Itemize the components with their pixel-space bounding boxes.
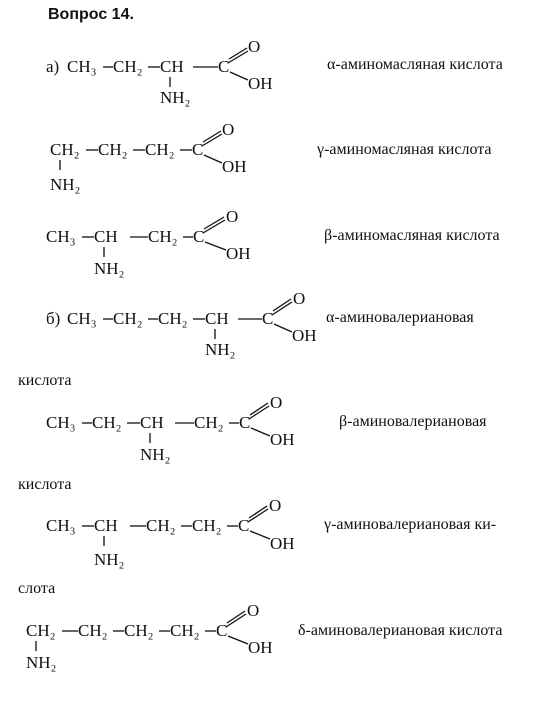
group-c: C: [216, 621, 228, 640]
group-nh2: NH₂: [50, 175, 81, 194]
group-ch3: CH₃: [67, 309, 97, 328]
compound-name-1: α-аминомасляная кислота: [327, 56, 503, 73]
group-oh: OH: [248, 74, 273, 93]
group-o: O: [248, 37, 261, 56]
group-c: C: [238, 516, 250, 535]
formula-beta-aminobutyric: [46, 207, 251, 278]
formula-alpha-aminovaleric: [46, 289, 317, 359]
group-oh: OH: [248, 638, 273, 657]
group-ch: CH: [205, 309, 229, 328]
group-nh2: NH₂: [94, 550, 125, 569]
group-ch3: CH₃: [46, 413, 76, 432]
group-ch2: CH₂: [145, 140, 175, 159]
group-ch: CH: [140, 413, 164, 432]
group-c: C: [193, 227, 205, 246]
group-c: C: [192, 140, 204, 159]
group-ch2: CH₂: [170, 621, 200, 640]
question-title: Вопрос 14.: [48, 6, 134, 23]
group-ch2: CH₂: [92, 413, 122, 432]
group-ch2: CH₂: [50, 140, 80, 159]
group-ch2: CH₂: [158, 309, 188, 328]
formula-delta-aminovaleric: [26, 601, 273, 672]
group-ch: CH: [94, 516, 118, 535]
group-ch3: CH₃: [46, 227, 76, 246]
group-o: O: [247, 601, 260, 620]
group-nh2: NH₂: [26, 653, 57, 672]
formula-gamma-aminovaleric: [46, 496, 295, 569]
part-a-label: а): [46, 57, 60, 76]
group-ch3: CH₃: [67, 57, 97, 76]
group-ch2: CH₂: [98, 140, 128, 159]
group-ch2: CH₂: [124, 621, 154, 640]
group-nh2: NH₂: [205, 340, 236, 359]
group-c: C: [239, 413, 251, 432]
group-ch3: CH₃: [46, 516, 76, 535]
group-oh: OH: [270, 430, 295, 449]
group-o: O: [270, 393, 283, 412]
group-o: O: [226, 207, 239, 226]
compound-name-5: β-аминовалериановая: [339, 413, 487, 430]
compound-name-2: γ-аминомасляная кислота: [317, 141, 492, 158]
group-ch2: CH₂: [26, 621, 56, 640]
group-c: C: [262, 309, 274, 328]
group-oh: OH: [222, 157, 247, 176]
group-ch2: CH₂: [113, 57, 143, 76]
group-ch2: CH₂: [113, 309, 143, 328]
compound-name-4: α-аминовалериановая: [326, 309, 474, 326]
group-oh: OH: [226, 244, 251, 263]
group-ch2: CH₂: [194, 413, 224, 432]
part-b-label: б): [46, 309, 61, 328]
group-nh2: NH₂: [160, 88, 191, 107]
formula-alpha-aminobutyric: [46, 37, 273, 107]
compound-name-6: γ-аминовалериановая ки-: [324, 516, 497, 533]
group-oh: OH: [270, 534, 295, 553]
group-ch: CH: [94, 227, 118, 246]
group-nh2: NH₂: [140, 445, 171, 464]
group-o: O: [269, 496, 282, 515]
group-o: O: [222, 120, 235, 139]
group-o: O: [293, 289, 306, 308]
group-c: C: [218, 57, 230, 76]
compound-name-6-continuation: слота: [18, 580, 56, 597]
group-ch2: CH₂: [192, 516, 222, 535]
formula-gamma-aminobutyric: [50, 120, 247, 194]
formula-beta-aminovaleric: [46, 393, 295, 464]
compound-name-7: δ-аминовалериановая кислота: [298, 622, 503, 639]
compound-name-4-continuation: кислота: [18, 372, 72, 389]
group-ch: CH: [160, 57, 184, 76]
group-oh: OH: [292, 326, 317, 345]
compound-name-3: β-аминомасляная кислота: [324, 227, 500, 244]
group-ch2: CH₂: [78, 621, 108, 640]
group-ch2: CH₂: [148, 227, 178, 246]
group-nh2: NH₂: [94, 259, 125, 278]
group-ch2: CH₂: [146, 516, 176, 535]
compound-name-5-continuation: кислота: [18, 476, 72, 493]
